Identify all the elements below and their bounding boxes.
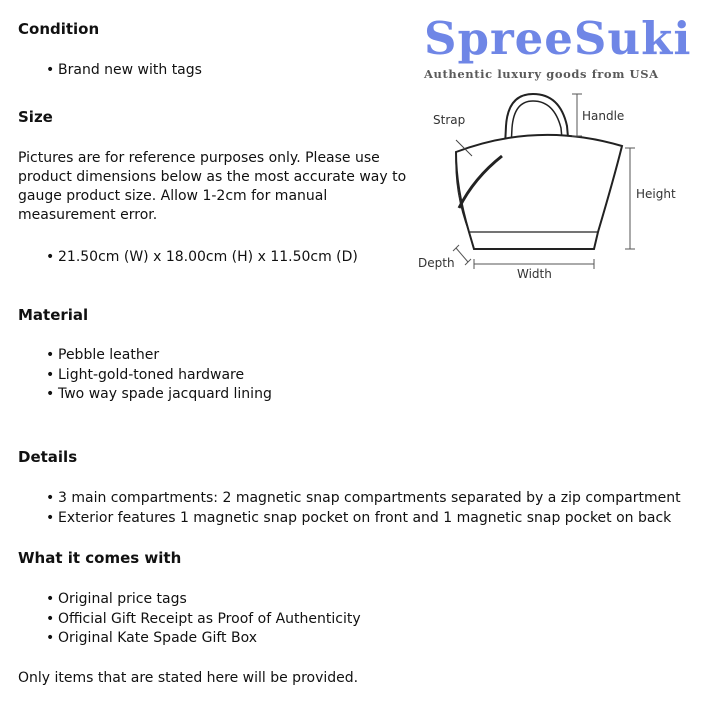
depth-label: Depth: [418, 256, 455, 270]
comes-with-list: [0, 590, 361, 649]
list-item: • Light-gold-toned hardware: [0, 366, 272, 386]
height-label: Height: [636, 187, 676, 201]
list-item: • Brand new with tags: [0, 61, 202, 81]
list-item: • Original price tags: [0, 590, 361, 610]
logo-brand: SpreeSuki: [424, 12, 692, 65]
footer-note: Only items that are stated here will be provided.: [18, 670, 359, 686]
spreesuki-logo: [424, 14, 716, 84]
handle-label: Handle: [582, 109, 625, 123]
strap-label: Strap: [433, 113, 466, 127]
logo-tagline: Authentic luxury goods from USA: [424, 67, 659, 81]
list-item: • 21.50cm (W) x 18.00cm (H) x 11.50cm (D): [0, 248, 358, 268]
material-list: [0, 346, 272, 405]
size-note: Pictures are for reference purposes only. Please use product dimensions below as the most accurate way to gauge product size. Allow 1-2cm for manual measurement error.: [18, 150, 407, 223]
list-item: • 3 main compartments: 2 magnetic snap compartments separated by a zip compartment: [0, 489, 681, 509]
list-item: • Pebble leather: [0, 346, 272, 366]
size-list: [0, 248, 358, 268]
material-heading: Material: [18, 306, 89, 324]
list-item: • Original Kate Spade Gift Box: [0, 629, 361, 649]
size-heading: Size: [18, 108, 53, 126]
details-list: [0, 489, 681, 528]
details-heading: Details: [18, 448, 78, 466]
bag-dimension-diagram: [414, 88, 714, 288]
condition-list: [0, 61, 202, 81]
depth-dimension-line: [456, 248, 468, 262]
comes-with-heading: What it comes with: [18, 549, 182, 567]
list-item: • Two way spade jacquard lining: [0, 385, 272, 405]
list-item: • Official Gift Receipt as Proof of Authenticity: [0, 610, 361, 630]
condition-heading: Condition: [18, 20, 100, 38]
width-label: Width: [517, 267, 552, 281]
list-item: • Exterior features 1 magnetic snap pocket on front and 1 magnetic snap pocket on back: [0, 509, 681, 529]
